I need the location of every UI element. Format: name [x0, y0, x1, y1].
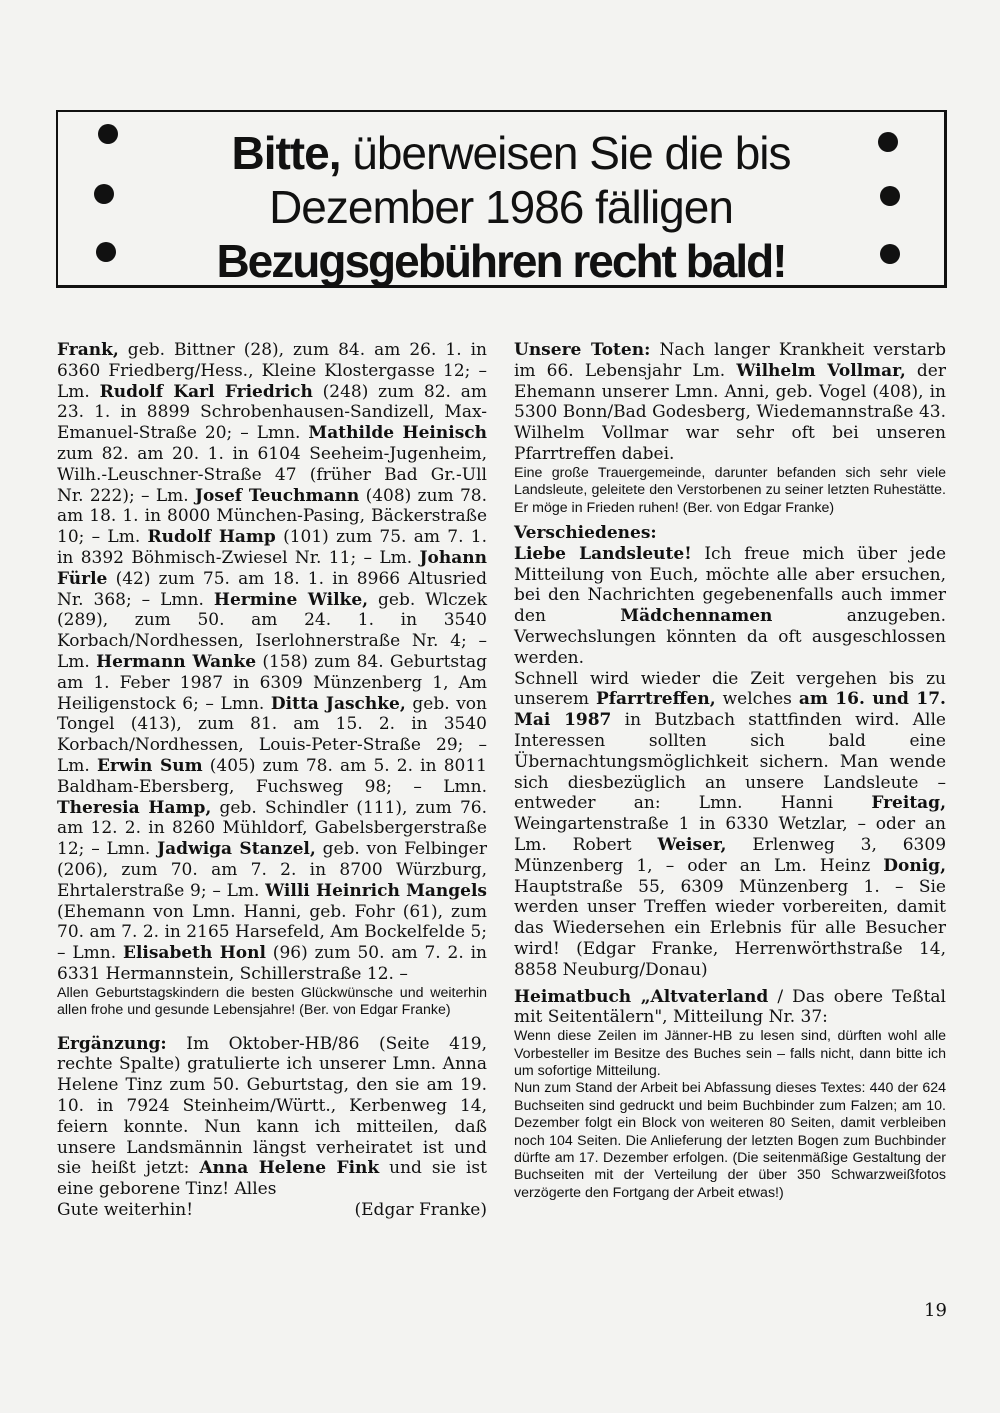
heimatbuch-paragraph	[514, 987, 946, 1029]
birthday-name-3: Josef Teuchmann	[194, 485, 360, 506]
birthday-text-12: (Ehemann von Lmn. Hanni, geb. Fohr (61), zum 70. am 7. 2. in 2165 Harsefeld, Am Bockelfelde 5; – Lmn.	[57, 901, 487, 964]
meeting-pfarrtreffen: Pfarrtreffen,	[595, 689, 716, 710]
birthday-name-9: Erwin Sum	[96, 755, 203, 776]
page-number: 19	[924, 1300, 947, 1321]
ergaenzung-signature-line	[57, 1200, 487, 1221]
banner-line-1	[68, 126, 954, 180]
birthday-text-2: zum 82. am 20. 1. in 6104 Seeheim-Jugenheim, Wilh.-Leuschner-Straße 47 (früher Bad Gr.-Ull Nr. 222); – Lm.	[57, 443, 487, 506]
misc-maiden-name: Mädchennamen	[620, 606, 773, 627]
meeting-text-5: Erlenweg 3, 6309 Münzenberg 1, – oder an Lm. Heinz	[514, 834, 947, 876]
birthday-text-10: geb. Schindler (111), zum 76. am 12. 2. in 8260 Mühldorf, Gabelsbergerstraße 12; – Lmn.	[57, 797, 488, 860]
birthday-list	[57, 340, 487, 985]
ergaenzung-closing: Gute weiterhin!	[57, 1199, 194, 1220]
ergaenzung-heading: Ergänzung:	[57, 1033, 167, 1054]
birthday-wishes	[57, 985, 487, 1020]
birthday-name-6: Hermine Wilke,	[213, 589, 369, 610]
birthday-text-4: (101) zum 75. am 7. 1. in 8392 Böhmisch-Zwiesel Nr. 11; – Lm.	[57, 527, 487, 568]
birthday-text-1: (248) zum 82. am 23. 1. in 8899 Schrobenhausen-Sandizell, Max-Emanuel-Straße 20; – Lmn.	[57, 381, 487, 444]
bullet-left-1-icon	[98, 124, 118, 144]
birthday-name-11: Jadwiga Stanzel,	[157, 839, 316, 860]
meeting-text-4: Weingartenstraße 1 in 6330 Wetzlar, – oder an Lm. Robert	[514, 814, 946, 855]
birthday-name-1: Rudolf Karl Friedrich	[99, 381, 313, 402]
meeting-text-6: Hauptstraße 55, 6309 Münzenberg 1. – Sie werden unser Treffen wieder vorbereiten, damit das Wiedersehen ein Erlebnis für alle Besucher wird! (Edgar Franke, Herrenwörthstraße 14, 8858 Neuburg/Donau)	[514, 876, 946, 980]
birthday-text-8: geb. von Tongel (413), zum 81. am 15. 2. in 3540 Korbach/Nordhessen, Louis-Peter-Straße 29; – Lm.	[57, 693, 487, 776]
bullet-right-1-icon	[878, 132, 898, 152]
birthday-name-12: Willi Heinrich Mangels	[265, 880, 487, 901]
obituary-text-1: Nach langer Krankheit verstarb im 66. Lebensjahr Lm.	[514, 340, 947, 381]
birthday-text-6: geb. Wlczek (289), zum 50. am 24. 1. in 3540 Korbach/Nordhessen, Iserlohnerstraße Nr. 4; – Lm.	[57, 589, 487, 672]
bullet-right-3-icon	[880, 244, 900, 264]
birthday-name-13: Elisabeth Honl	[122, 943, 266, 964]
obituary-name: Wilhelm Vollmar,	[736, 360, 906, 381]
birthday-name-5: Johann Fürle	[57, 547, 487, 589]
ergaenzung-text-1: Im Oktober-HB/86 (Seite 419, rechte Spalte) gratulierte ich unserer Lmn. Anna Helene Tinz zum 50. Geburtstag, den sie am 19. 10. in 7924 Steinheim/Württ., Kerbenweg 14, feiern konnte. Nun kann ich mitteilen, daß unsere Landsmännin längst verheiratet ist und sie heißt jetzt:	[57, 1033, 487, 1179]
birthday-name-4: Rudolf Hamp	[147, 527, 276, 548]
banner-line-1-rest: überweisen Sie die bis	[340, 127, 791, 179]
birthday-text-3: (408) zum 78. am 18. 1. in 8000 München-Pasing, Bäckerstraße 10; – Lm.	[57, 485, 487, 548]
misc-greeting: Liebe Landsleute!	[514, 543, 692, 564]
misc-text-1: Ich freue mich über jede Mitteilung von Euch, möchte alle aber ersuchen, bei den Nachrichten gegebenenfalls auch immer den	[514, 543, 946, 627]
ergaenzung-paragraph	[57, 1034, 487, 1200]
obituary-note-text: Eine große Trauergemeinde, darunter befanden sich sehr viele Landsleute, geleitete den Verstorbenen zu seiner letzten Ruhestätte. Er möge in Frieden ruhen! (Ber. von Edgar Franke)	[514, 464, 946, 516]
meeting-contact-weiser: Weiser,	[657, 834, 727, 855]
heimatbuch-note-1: Wenn diese Zeilen im Jänner-HB zu lesen sind, dürften wohl alle Vorbesteller im Besitze des Buches sein – falls nicht, dann bitte ich um sofortige Mitteilung.	[514, 1028, 946, 1079]
obituary-note	[514, 465, 946, 517]
heimatbuch-note-2: Nun zum Stand der Arbeit bei Abfassung dieses Textes: 440 der 624 Buchseiten sind gedruckt und beim Buchbinder zum Falzen; am 10. Dezember folgt ein Block von weiteren 80 Seiten, damit verbleiben noch 104 Seiten. Die Anlieferung der letzten Bogen zum Buchbinder dürfte am 17. Dezember erfolgen. (Die seitenmäßige Gestaltung der Buchseiten mit der Verteilung der über 350 Schwarzweißfotos verzögerte den Fortgang der Arbeit etwas!)	[514, 1080, 946, 1201]
birthday-text-5: (42) zum 75. am 18. 1. in 8966 Altusried Nr. 368; – Lmn.	[57, 568, 487, 610]
misc-heading: Verschiedenes:	[514, 523, 657, 543]
left-column	[57, 340, 487, 1221]
obituary-text-2: der Ehemann unserer Lmn. Anni, geb. Vogel (408), in 5300 Bonn/Bad Godesberg, Wiedemannstraße 43. Wilhelm Vollmar war sehr oft bei unseren Pfarrtreffen dabei.	[514, 360, 946, 464]
ergaenzung-text-2: und sie ist eine geborene Tinz! Alles	[57, 1158, 487, 1200]
ergaenzung-name: Anna Helene Fink	[199, 1158, 380, 1179]
obituary-heading: Unsere Toten:	[514, 340, 651, 360]
meeting-paragraph	[514, 669, 946, 981]
birthday-text-0: geb. Bittner (28), zum 84. am 26. 1. in 6360 Friedberg/Hess., Kleine Klostergasse 12; – Lm.	[57, 340, 487, 402]
bullet-right-2-icon	[880, 186, 900, 206]
birthday-wishes-text: Allen Geburtstagskindern die besten Glückwünsche und weiterhin allen frohe und gesunde Lebensjahre! (Ber. von Edgar Franke)	[57, 984, 487, 1019]
misc-text-2: anzugeben. Verwechslungen könnten da oft ausgeschlossen werden.	[514, 606, 946, 668]
birthday-name-7: Hermann Wanke	[96, 651, 257, 672]
banner-line-3: Bezugsgebühren recht bald!	[216, 235, 786, 287]
heimatbuch-text: / Das obere Teßtal mit Seitentälern", Mitteilung Nr. 37:	[514, 986, 946, 1028]
misc-paragraph-1	[514, 544, 946, 669]
bullet-left-3-icon	[96, 242, 116, 262]
heimatbuch-heading: Heimatbuch „Altvaterland	[514, 986, 769, 1007]
bullet-left-2-icon	[94, 184, 114, 204]
right-column	[514, 340, 946, 1202]
birthday-text-11: geb. von Felbinger (206), zum 70. am 7. 2. in 8700 Würzburg, Ehrtalerstraße 9; – Lm.	[57, 839, 487, 901]
birthday-text-7: (158) zum 84. Geburtstag am 1. Feber 1987 in 6309 Münzenberg 1, Am Heiligenstock 6; – Lmn.	[57, 651, 487, 714]
birthday-name-2: Mathilde Heinisch	[308, 423, 487, 444]
meeting-text-3: in Butzbach stattfinden wird. Alle Interessen sollten sich bald eine Übernachtungsmöglichkeit sichern. Man wende sich diesbezüglich an unsere Landsleute – entweder an: Lmn. Hanni	[514, 710, 946, 814]
payment-reminder-banner	[56, 110, 947, 288]
birthday-text-9: (405) zum 78. am 5. 2. in 8011 Baldham-Ebersberg, Fuchsweg 98; – Lmn.	[57, 755, 487, 797]
birthday-name-8: Ditta Jaschke,	[270, 693, 406, 714]
heimatbuch-notes	[514, 1028, 946, 1202]
birthday-name-10: Theresia Hamp,	[57, 797, 212, 818]
birthday-name-0: Frank,	[57, 340, 119, 360]
birthday-text-13: (96) zum 50. am 7. 2. in 6331 Hermannstein, Schillerstraße 12. –	[57, 943, 487, 984]
meeting-contact-donig: Donig,	[883, 855, 946, 876]
meeting-contact-freitag: Freitag,	[871, 793, 946, 814]
ergaenzung-signature: (Edgar Franke)	[354, 1199, 487, 1220]
banner-line-2: Dezember 1986 fälligen	[269, 181, 733, 233]
spacer	[57, 1020, 487, 1034]
meeting-text-1: Schnell wird wieder die Zeit vergehen bis zu unserem	[514, 668, 946, 710]
meeting-text-2: welches	[715, 689, 799, 710]
banner-line-1-bold: Bitte,	[231, 127, 341, 179]
obituary-paragraph	[514, 340, 946, 465]
meeting-date: am 16. und 17. Mai 1987	[514, 689, 946, 731]
